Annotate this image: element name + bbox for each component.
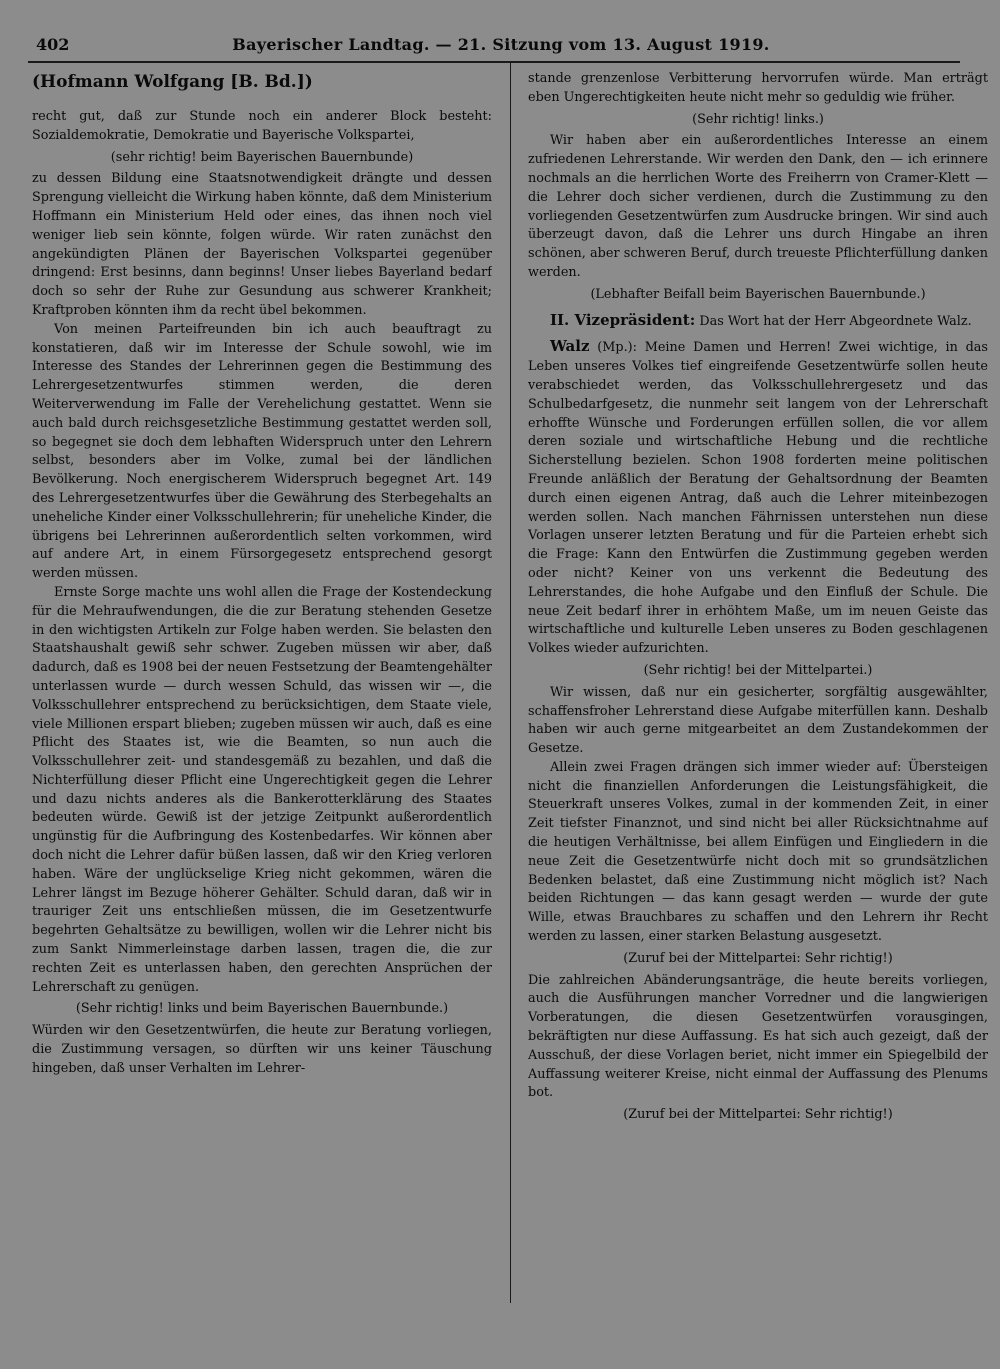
interjection: (Sehr richtig! bei der Mittelpartei.) (643, 662, 873, 678)
left-column (32, 70, 492, 1295)
interjection: (Sehr richtig! links.) (692, 111, 824, 127)
walz-text: (Mp.): Meine Damen und Herren! Zwei wichtige, in das Leben unseres Volkes tief eingreifende Gesetzentwürfe sollen heute verabschiedet werden, das Volksschullehrergesetz und das Schulbedarfgesetz, die nunmehr seit langem von der Lehrerschaft erhoffte Wünsche und Forderungen erfüllen sollen, die vor allem deren soziale und wirtschaftliche Hebung und die rechtliche Sicherstellung bezielen. Schon 1908 forderten meine politischen Freunde anläßlich der Beratung der Gehaltsordnung der Beamten durch einen eigenen Antrag, daß auch die Lehrer miteinbezogen werden sollen. Nach manchen Fährnissen unterstehen nun diese Vorlagen unserer letzten Beratung und für die Parteien erhebt sich die Frage: Kann den Entwürfen die Zustimmung gegeben werden oder nicht? Keiner von uns verkennt die Bedeutung des Lehrerstandes, die hohe Aufgabe und den Einfluß der Schule. Die neue Zeit bedarf ihrer in erhöhtem Maße, um im neuen Geiste das wirtschaftliche und kulturelle Leben unseres zu Boden geschlagenen Volkes wieder aufzurichten. (528, 340, 988, 657)
vice-president-statement (528, 311, 988, 332)
page-header (36, 30, 966, 60)
paragraph: Wir wissen, daß nur ein gesicherter, sorgfältig ausgewählter, schaffensfroher Lehrerstand diese Aufgabe miterfüllen kann. Deshalb haben wir auch gerne mitgearbeitet an dem Zustandekommen der Gesetze. (528, 684, 988, 757)
interjection: (sehr richtig! beim Bayerischen Bauernbunde) (110, 149, 414, 165)
paragraph: Würden wir den Gesetzentwürfen, die heute zur Beratung vorliegen, die Zustimmung versagen, so dürften wir uns keiner Täuschung hingeben, daß unser Verhalten im Lehrer- (32, 1023, 492, 1076)
paragraph: Die zahlreichen Abänderungsanträge, die heute bereits vorliegen, auch die Ausführungen mancher Vorredner und die langwierigen Vorberatungen, die diesen Gesetzentwürfen vorausgingen, bekräftigten nur diese Auffassung. Es hat sich auch gezeigt, daß der Ausschuß, der diese Vorlagen beriet, nicht immer ein Spiegelbild der Auffassung weiterer Kreise, nicht einmal der Auffassung des Plenums bot. (528, 972, 988, 1101)
right-column (528, 70, 988, 1295)
paragraph: zu dessen Bildung eine Staatsnotwendigkeit drängte und dessen Sprengung vielleicht die Wirkung haben könnte, daß dem Ministerium Hoffmann ein Ministerium Held oder eines, das ihnen noch viel weniger lieb sein könnte, folgen würde. Wir raten zunächst den angekündigten Plänen der Bayerischen Volkspartei gegenüber dringend: Erst besinns, dann beginns! Unser liebes Bayerland bedarf doch so sehr der Ruhe zur Gesundung aus schwerer Krankheit; Kraftproben könnten ihm da recht übel bekommen. (32, 171, 492, 318)
header-rule (28, 61, 960, 63)
paragraph: Allein zwei Fragen drängen sich immer wieder auf: Übersteigen nicht die finanziellen Anforderungen die Leistungsfähigkeit, die Steuerkraft unseres Volkes, zumal in der kommenden Zeit, in einer Zeit tiefster Finanznot, und sind nicht bei aller Rücksichtnahme auf die heutigen Verhältnisse, bei allem Einfügen und Eingliedern in die neue Zeit die Gesetzentwürfe nicht doch mit so grundsätzlichen Bedenken belastet, daß eine Zustimmung nicht möglich ist? Nach beiden Richtungen — das kann gesagt werden — wurde der gute Wille, etwas Brauchbares zu schaffen und den Lehrern ihr Recht werden zu lassen, einer starken Belastung ausgesetzt. (528, 759, 988, 945)
paragraph: Ernste Sorge machte uns wohl allen die Frage der Kostendeckung für die Mehraufwendungen, die die zur Beratung stehenden Gesetze in den wichtigsten Artikeln zur Folge haben werden. Sie belasten den Staatshaushalt gewiß sehr schwer. Zugeben müssen wir aber, daß dadurch, daß es 1908 bei der neuen Festsetzung der Beamtengehälter unterlassen wurde — durch wessen Schuld, das wissen wir —, die Volksschullehrer entsprechend zu berücksichtigen, dem Staate viele, viele Millionen erspart blieben; zugeben müssen wir auch, daß es eine Pflicht des Staates ist, wie die Beamten, so nun auch die Volksschullehrer zeit- und standesgemäß zu bezahlen, und daß die Nichterfüllung dieser Pflicht eine Ungerechtigkeit gegen die Lehrer und dazu nichts anderes als die Bankerotterklärung des Staates bedeuten würde. Gewiß ist der jetzige Zeitpunkt außerordentlich ungünstig für die Aufbringung des Kostenbedarfes. Wir können aber doch nicht die Lehrer dafür büßen lassen, daß wir den Krieg verloren haben. Wäre der unglückselige Krieg nicht gekommen, wären die Lehrer längst im Bezuge höherer Gehälter. Schuld daran, daß wir in trauriger Zeit uns entschließen müssen, die im Gesetzentwurfe begehrten Gehaltsätze zu bewilligen, wollen wir die Lehrer nicht bis zum Sankt Nimmerleinstage darben lassen, tragen die, die zur rechten Zeit es unterlassen haben, den gerechten Ansprüchen der Lehrerschaft zu genügen. (32, 584, 492, 995)
interjection: (Zuruf bei der Mittelpartei: Sehr richtig!) (623, 1107, 893, 1123)
interjection: (Lebhafter Beifall beim Bayerischen Bauernbunde.) (590, 286, 926, 302)
speaker-heading: (Hofmann Wolfgang [B. Bd.]) (32, 72, 313, 92)
vice-president-text: Das Wort hat der Herr Abgeordnete Walz. (699, 313, 972, 329)
interjection: (Zuruf bei der Mittelpartei: Sehr richtig!) (623, 950, 893, 966)
paragraph: recht gut, daß zur Stunde noch ein anderer Block besteht: Sozialdemokratie, Demokratie und Bayerische Volkspartei, (32, 109, 492, 143)
page-number: 402 (36, 35, 70, 54)
paragraph: Von meinen Parteifreunden bin ich auch beauftragt zu konstatieren, daß wir im Interesse der Schule sowohl, wie im Interesse des Standes der Lehrerinnen gegen die Bestimmung des Lehrergesetzentwurfes stimmen werden, die deren Weiterverwendung im Falle der Verehelichung gestattet. Wenn sie auch bald durch reichsgesetzliche Bestimmung gestattet werden soll, so begegnet sie doch dem lebhaften Widerspruch unter den Lehrern selbst, besonders aber im Volke, zumal bei der ländlichen Bevölkerung. Noch energischerem Widerspruch begegnet Art. 149 des Lehrergesetzentwurfes über die Gewährung des Sterbegehalts an uneheliche Kinder einer Volksschullehrerin; für uneheliche Kinder, die übrigens bei Lehrerinnen außerordentlich selten vorkommen, wird auf andere Art, in einem Fürsorgegesetz entsprechend gesorgt werden müssen. (32, 321, 492, 582)
running-title: Bayerischer Landtag. — 21. Sitzung vom 13. August 1919. (232, 35, 770, 54)
walz-speech (528, 337, 988, 659)
walz-name: Walz (550, 337, 590, 356)
vice-president-label: II. Vizepräsident: (550, 310, 696, 329)
paragraph: stande grenzenlose Verbitterung hervorrufen würde. Man erträgt eben Ungerechtigkeiten heute nicht mehr so geduldig wie früher. (528, 71, 988, 105)
paragraph: Wir haben aber ein außerordentliches Interesse an einem zufriedenen Lehrerstande. Wir werden den Dank, den — ich erinnere nochmals an die herrlichen Worte des Freiherrn von Cramer-Klett — die Lehrer doch sicher verdienen, durch die Zustimmung zu den vorliegenden Gesetzentwürfen zum Ausdrucke bringen. Wir sind auch überzeugt davon, daß die Lehrer uns durch Hingabe an ihren schönen, aber schweren Beruf, durch treueste Pflichterfüllung danken werden. (528, 133, 988, 280)
interjection: (Sehr richtig! links und beim Bayerischen Bauernbunde.) (75, 1001, 449, 1017)
column-divider (510, 63, 511, 1303)
